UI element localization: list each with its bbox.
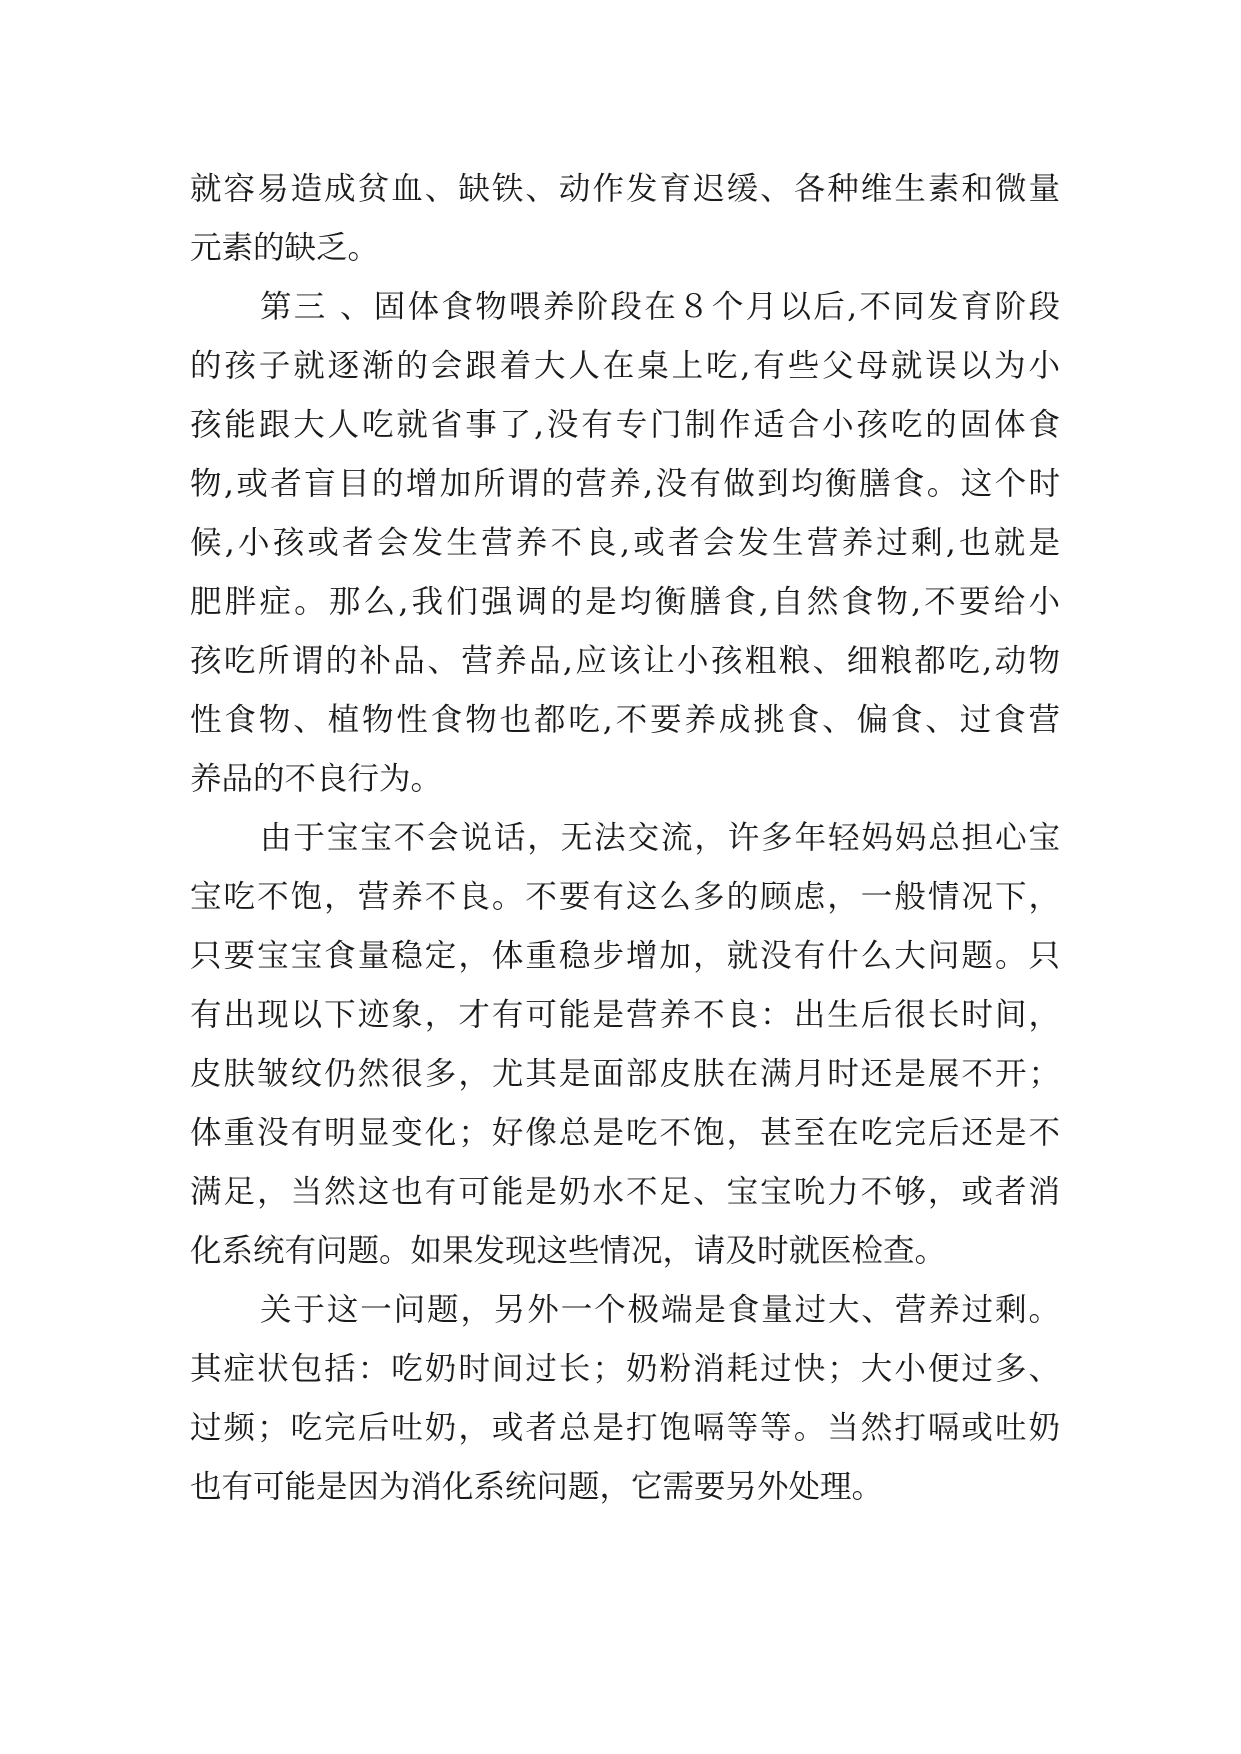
text-line: 第三 、固体食物喂养阶段在８个月以后,不同发育阶段 xyxy=(260,289,1060,325)
text-line: 体重没有明显变化；好像总是吃不饱，甚至在吃完后还是不 xyxy=(190,1115,1060,1151)
text-line: 候,小孩或者会发生营养不良,或者会发生营养过剩,也就是 xyxy=(190,525,1060,561)
paragraph-3 xyxy=(190,809,1060,1281)
text-line: 化系统有问题。如果发现这些情况，请及时就医检查。 xyxy=(190,1233,947,1269)
text-line: 满足，当然这也有可能是奶水不足、宝宝吮力不够，或者消 xyxy=(190,1174,1060,1210)
text-line: 就容易造成贫血、缺铁、动作发育迟缓、各种维生素和微量 xyxy=(190,171,1060,207)
text-line: 养品的不良行为。 xyxy=(190,761,443,797)
text-line: 肥胖症。那么,我们强调的是均衡膳食,自然食物,不要给小 xyxy=(190,584,1060,620)
paragraph-2 xyxy=(190,278,1060,809)
text-line: 孩能跟大人吃就省事了,没有专门制作适合小孩吃的固体食 xyxy=(190,407,1060,443)
text-line: 由于宝宝不会说话，无法交流，许多年轻妈妈总担心宝 xyxy=(260,820,1060,856)
text-line: 元素的缺乏。 xyxy=(190,230,380,266)
text-line: 有出现以下迹象，才有可能是营养不良：出生后很长时间， xyxy=(190,997,1060,1033)
text-line: 物,或者盲目的增加所谓的营养,没有做到均衡膳食。这个时 xyxy=(190,466,1060,502)
text-line: 关于这一问题，另外一个极端是食量过大、营养过剩。 xyxy=(260,1292,1060,1328)
paragraph-1 xyxy=(190,160,1060,278)
text-line: 皮肤皱纹仍然很多，尤其是面部皮肤在满月时还是展不开； xyxy=(190,1056,1060,1092)
text-line: 宝吃不饱，营养不良。不要有这么多的顾虑，一般情况下， xyxy=(190,879,1060,915)
text-line: 的孩子就逐渐的会跟着大人在桌上吃,有些父母就误以为小 xyxy=(190,348,1060,384)
text-line: 孩吃所谓的补品、营养品,应该让小孩粗粮、细粮都吃,动物 xyxy=(190,643,1060,679)
paragraph-4 xyxy=(190,1281,1060,1517)
text-line: 性食物、植物性食物也都吃,不要养成挑食、偏食、过食营 xyxy=(190,702,1060,738)
document-body xyxy=(190,160,1060,1517)
text-line: 过频；吃完后吐奶，或者总是打饱嗝等等。当然打嗝或吐奶 xyxy=(190,1410,1060,1446)
text-line: 其症状包括：吃奶时间过长；奶粉消耗过快；大小便过多、 xyxy=(190,1351,1060,1387)
text-line: 也有可能是因为消化系统问题，它需要另外处理。 xyxy=(190,1469,884,1505)
text-line: 只要宝宝食量稳定，体重稳步增加，就没有什么大问题。只 xyxy=(190,938,1060,974)
